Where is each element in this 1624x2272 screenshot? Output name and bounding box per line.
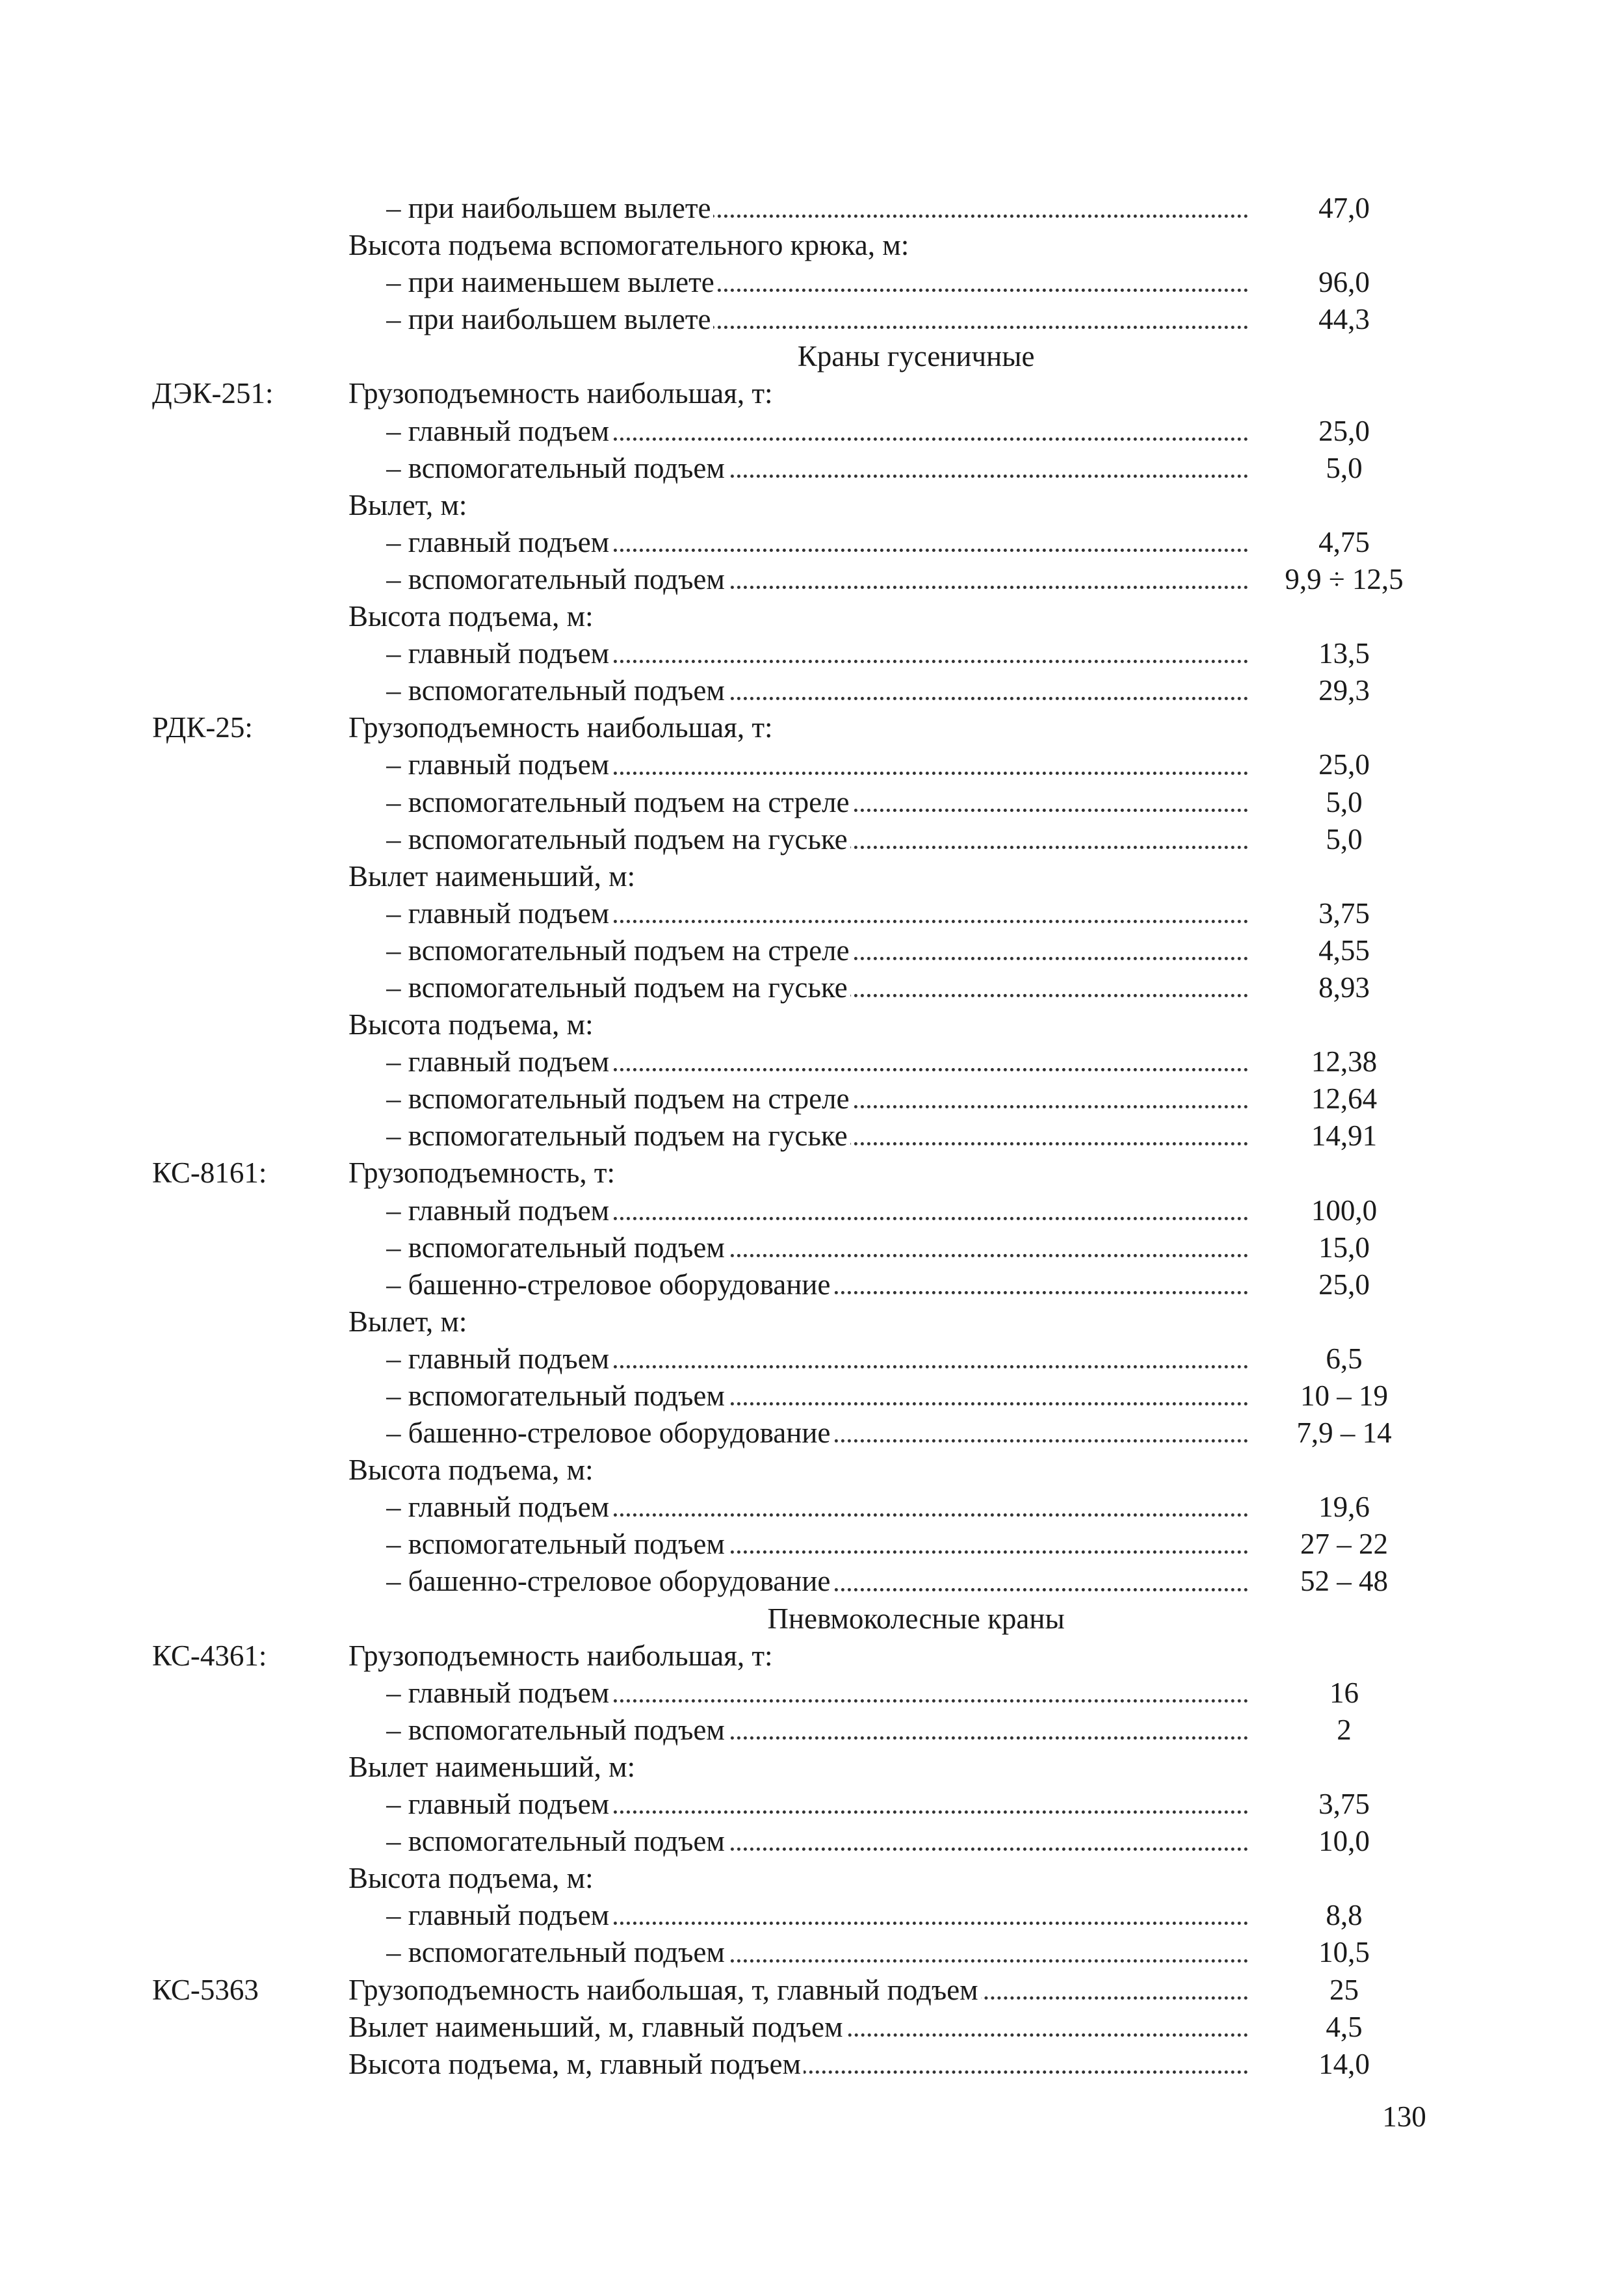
parameter-value: 44,3 — [1318, 303, 1370, 336]
spec-row — [0, 1452, 1624, 1489]
spec-row — [0, 1378, 1624, 1415]
crane-model: РДК-25: — [152, 711, 253, 744]
parameter-item — [386, 969, 1248, 1006]
spec-row — [0, 450, 1624, 487]
parameter-item — [386, 190, 1248, 227]
parameter-item — [386, 1823, 1248, 1860]
parameter-item — [386, 1192, 1248, 1229]
parameter-label: – главный подъем — [386, 748, 612, 781]
spec-row — [0, 635, 1624, 672]
parameter-value: 25 — [1329, 1973, 1359, 2006]
spec-row — [0, 1229, 1624, 1266]
parameter-value: 9,9 ÷ 12,5 — [1285, 562, 1404, 595]
parameter-label: – главный подъем — [386, 526, 612, 558]
spec-row — [0, 227, 1624, 264]
parameter-value: 16 — [1329, 1676, 1359, 1709]
parameter-item — [386, 1526, 1248, 1563]
parameter-value: 5,0 — [1326, 451, 1363, 484]
parameter-value: 12,38 — [1311, 1045, 1378, 1078]
spec-row — [0, 598, 1624, 635]
spec-row — [0, 784, 1624, 821]
parameter-item — [386, 821, 1248, 858]
spec-row — [0, 1638, 1624, 1675]
parameter-value: 27 – 22 — [1300, 1528, 1388, 1561]
spec-row — [0, 1786, 1624, 1823]
parameter-item — [386, 746, 1248, 783]
parameter-value: 19,6 — [1318, 1491, 1370, 1524]
parameter-item — [386, 1712, 1248, 1749]
spec-row — [0, 1712, 1624, 1749]
crane-model: КС-5363 — [152, 1973, 259, 2006]
parameter-label: Грузоподъемность наибольшая, т, главный подъем — [348, 1974, 981, 2006]
spec-row — [0, 487, 1624, 524]
parameter-label: Вылет наименьший, м, главный подъем — [348, 2011, 845, 2043]
parameter-label: – главный подъем — [386, 1788, 612, 1820]
parameter-label: – башенно-стреловое оборудование — [386, 1565, 833, 1597]
parameter-value: 4,5 — [1326, 2010, 1363, 2043]
spec-row — [0, 1489, 1624, 1526]
parameter-label: – вспомогательный подъем — [386, 1714, 727, 1746]
parameter-label: – главный подъем — [386, 1677, 612, 1709]
parameter-heading: Грузоподъемность, т: — [348, 1156, 616, 1190]
crane-model: КС-8161: — [152, 1156, 267, 1190]
parameter-value: 13,5 — [1318, 637, 1370, 670]
parameter-heading: Высота подъема, м: — [348, 600, 594, 633]
parameter-item — [386, 524, 1248, 561]
parameter-label: – главный подъем — [386, 1342, 612, 1375]
parameter-value: 96,0 — [1318, 266, 1370, 299]
parameter-label: – главный подъем — [386, 1899, 612, 1931]
spec-row — [0, 561, 1624, 598]
parameter-value: 47,0 — [1318, 192, 1370, 224]
parameter-label: – при наибольшем вылете — [386, 303, 713, 335]
spec-row — [0, 1080, 1624, 1117]
parameter-item — [386, 932, 1248, 969]
spec-row — [0, 1563, 1624, 1600]
parameter-value: 100,0 — [1311, 1194, 1378, 1227]
crane-model: ДЭК-251: — [152, 377, 274, 410]
parameter-value: 29,3 — [1318, 674, 1370, 707]
parameter-value: 25,0 — [1318, 748, 1370, 781]
parameter-item — [386, 895, 1248, 932]
parameter-label: – вспомогательный подъем — [386, 1825, 727, 1857]
parameter-item — [386, 301, 1248, 338]
spec-row — [0, 1043, 1624, 1080]
parameter-label: – башенно-стреловое оборудование — [386, 1417, 833, 1449]
parameter-label: – вспомогательный подъем — [386, 674, 727, 707]
parameter-value: 10,0 — [1318, 1825, 1370, 1858]
spec-list — [0, 190, 1624, 2083]
parameter-value: 4,75 — [1318, 525, 1370, 558]
parameter-label: – башенно-стреловое оборудование — [386, 1268, 833, 1301]
parameter-item — [386, 1489, 1248, 1526]
spec-row — [0, 932, 1624, 969]
parameter-value: 5,0 — [1326, 785, 1363, 818]
spec-row — [0, 1823, 1624, 1860]
parameter-label: – вспомогательный подъем на гуське — [386, 1119, 850, 1152]
parameter-value: 15,0 — [1318, 1231, 1370, 1264]
crane-model: КС-4361: — [152, 1639, 267, 1672]
parameter-heading: Грузоподъемность наибольшая, т: — [348, 1639, 773, 1672]
parameter-label: – вспомогательный подъем на гуське — [386, 823, 850, 855]
spec-row — [0, 672, 1624, 709]
parameter-label: – при наименьшем вылете — [386, 266, 717, 298]
parameter-value: 3,75 — [1318, 1788, 1370, 1821]
parameter-item — [386, 1675, 1248, 1712]
spec-row — [0, 1303, 1624, 1340]
section-caption: Краны гусеничные — [797, 340, 1035, 373]
spec-row — [0, 301, 1624, 338]
parameter-label: – вспомогательный подъем на стреле — [386, 934, 852, 967]
spec-row — [0, 1117, 1624, 1155]
spec-row — [0, 1860, 1624, 1897]
parameter-heading: Грузоподъемность наибольшая, т: — [348, 377, 773, 410]
parameter-value: 10 – 19 — [1300, 1379, 1388, 1412]
spec-row — [0, 190, 1624, 227]
spec-row — [0, 821, 1624, 858]
parameter-value: 6,5 — [1326, 1342, 1363, 1375]
parameter-value: 14,0 — [1318, 2047, 1370, 2080]
spec-row — [0, 2046, 1624, 2083]
parameter-heading: Вылет наименьший, м: — [348, 859, 636, 893]
parameter-value: 25,0 — [1318, 414, 1370, 447]
parameter-value: 4,55 — [1318, 934, 1370, 967]
spec-row — [0, 1897, 1624, 1934]
parameter-value: 5,0 — [1326, 822, 1363, 855]
spec-row — [0, 413, 1624, 450]
spec-row — [0, 2009, 1624, 2046]
spec-row — [0, 1192, 1624, 1229]
spec-row — [0, 709, 1624, 746]
parameter-value: 7,9 – 14 — [1296, 1417, 1392, 1450]
parameter-label: – главный подъем — [386, 1194, 612, 1227]
parameter-item — [386, 1229, 1248, 1266]
parameter-label: – вспомогательный подъем на стреле — [386, 786, 852, 818]
spec-row — [0, 375, 1624, 412]
parameter-item — [386, 1378, 1248, 1415]
spec-row — [0, 1972, 1624, 2009]
parameter-label: – вспомогательный подъем — [386, 452, 727, 484]
parameter-label: – вспомогательный подъем на гуське — [386, 971, 850, 1004]
spec-row — [0, 264, 1624, 301]
parameter-value: 14,91 — [1311, 1119, 1378, 1153]
parameter-item — [348, 2046, 1248, 2083]
parameter-heading: Высота подъема, м: — [348, 1862, 594, 1895]
parameter-label: – вспомогательный подъем — [386, 563, 727, 595]
parameter-item — [386, 1340, 1248, 1378]
spec-row — [0, 1155, 1624, 1192]
spec-row — [0, 1340, 1624, 1378]
page-number: 130 — [1382, 2100, 1426, 2133]
parameter-heading: Высота подъема, м: — [348, 1454, 594, 1487]
spec-row — [0, 858, 1624, 895]
parameter-item — [386, 1043, 1248, 1080]
parameter-item — [386, 784, 1248, 821]
parameter-value: 25,0 — [1318, 1268, 1370, 1301]
spec-row — [0, 746, 1624, 783]
parameter-item — [348, 1972, 1248, 2009]
parameter-label: – главный подъем — [386, 637, 612, 670]
spec-row — [0, 1006, 1624, 1043]
parameter-item — [386, 1117, 1248, 1155]
parameter-value: 8,93 — [1318, 971, 1370, 1004]
parameter-label: – главный подъем — [386, 415, 612, 447]
parameter-item — [386, 264, 1248, 301]
spec-row — [0, 1749, 1624, 1786]
parameter-label: – вспомогательный подъем — [386, 1936, 727, 1968]
spec-row — [0, 524, 1624, 561]
parameter-value: 2 — [1337, 1713, 1352, 1746]
parameter-label: – вспомогательный подъем на стреле — [386, 1082, 852, 1115]
parameter-value: 12,64 — [1311, 1082, 1378, 1116]
parameter-label: – главный подъем — [386, 1491, 612, 1523]
parameter-heading: Высота подъема вспомогательного крюка, м: — [348, 229, 910, 262]
parameter-value: 8,8 — [1326, 1899, 1363, 1932]
parameter-label: Высота подъема, м, главный подъем — [348, 2048, 804, 2080]
parameter-label: – вспомогательный подъем — [386, 1528, 727, 1560]
spec-row — [0, 1526, 1624, 1563]
spec-row — [0, 1675, 1624, 1712]
parameter-label: – вспомогательный подъем — [386, 1231, 727, 1264]
spec-row — [0, 895, 1624, 932]
parameter-item — [386, 1897, 1248, 1934]
parameter-value: 3,75 — [1318, 896, 1370, 930]
parameter-item — [386, 413, 1248, 450]
spec-row — [0, 1266, 1624, 1303]
parameter-heading: Вылет, м: — [348, 1305, 467, 1338]
parameter-label: – главный подъем — [386, 1045, 612, 1078]
section-caption: Пневмоколесные краны — [767, 1602, 1065, 1635]
parameter-item — [386, 635, 1248, 672]
parameter-heading: Грузоподъемность наибольшая, т: — [348, 711, 773, 744]
parameter-value: 52 – 48 — [1300, 1565, 1388, 1598]
parameter-item — [386, 1934, 1248, 1971]
parameter-label: – при наибольшем вылете — [386, 192, 713, 224]
parameter-item — [386, 672, 1248, 709]
spec-row — [0, 1600, 1624, 1638]
parameter-item — [386, 1563, 1248, 1600]
parameter-item — [348, 2009, 1248, 2046]
parameter-heading: Вылет наименьший, м: — [348, 1750, 636, 1783]
parameter-item — [386, 1786, 1248, 1823]
spec-row — [0, 1934, 1624, 1971]
spec-row — [0, 1415, 1624, 1452]
parameter-heading: Вылет, м: — [348, 488, 467, 521]
parameter-item — [386, 561, 1248, 598]
parameter-heading: Высота подъема, м: — [348, 1008, 594, 1041]
parameter-value: 10,5 — [1318, 1936, 1370, 1969]
parameter-item — [386, 1266, 1248, 1303]
spec-row — [0, 969, 1624, 1006]
parameter-label: – вспомогательный подъем — [386, 1379, 727, 1412]
spec-row — [0, 338, 1624, 375]
parameter-item — [386, 1415, 1248, 1452]
parameter-item — [386, 1080, 1248, 1117]
parameter-label: – главный подъем — [386, 897, 612, 930]
parameter-item — [386, 450, 1248, 487]
